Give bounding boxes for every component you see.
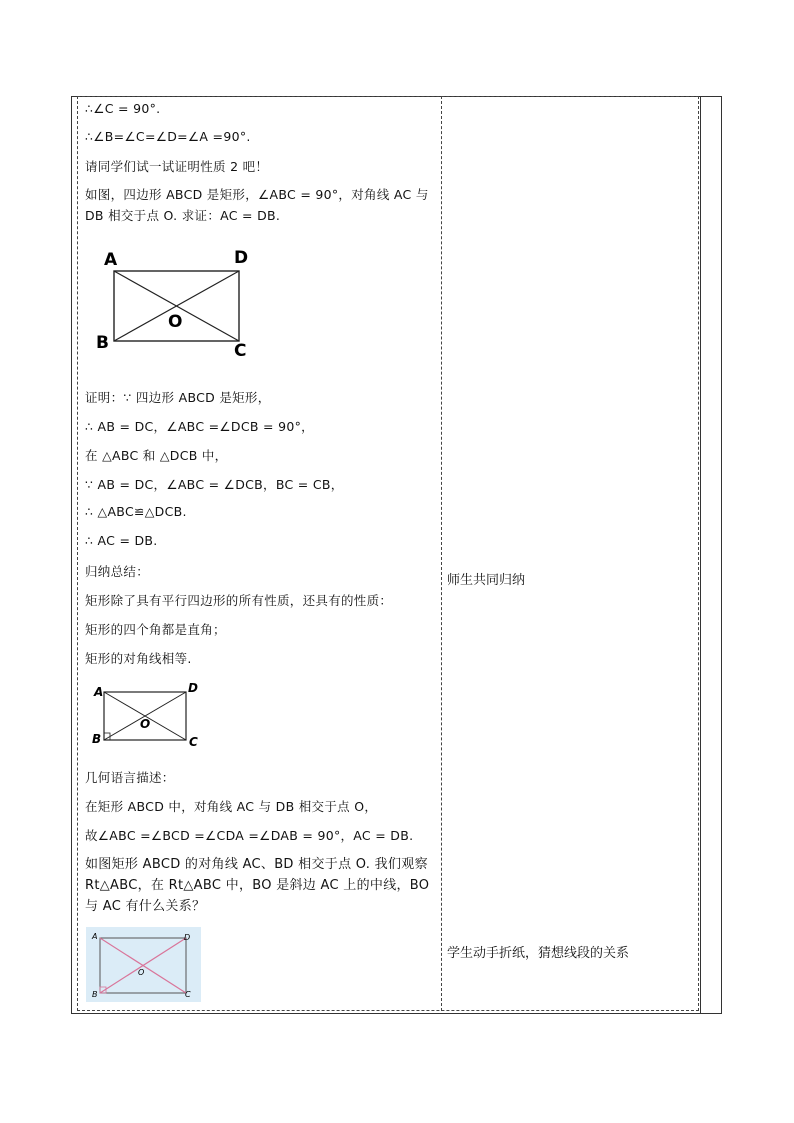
- step-all-angles: ∴∠B=∠C=∠D=∠A =90°.: [85, 129, 251, 144]
- proof-line-4: ∵ AB = DC，∠ABC = ∠DCB，BC = CB，: [85, 477, 344, 492]
- problem-statement: 如图，四边形 ABCD 是矩形，∠ABC = 90°，对角线 AC 与 DB 相交于点 O. 求证：AC = DB.: [85, 187, 429, 223]
- geometry-line-2: 故∠ABC =∠BCD =∠CDA =∠DAB = 90°，AC = DB.: [85, 828, 414, 843]
- question-paragraph: 如图矩形 ABCD 的对角线 AC、BD 相交于点 O. 我们观察 Rt△ABC，在 Rt△ABC 中，BO 是斜边 AC 上的中线，BO 与 AC 有什么关系？: [85, 857, 430, 914]
- proof-line-5: ∴ △ABC≌△DCB.: [85, 504, 187, 519]
- rectangle-figure-1: [92, 245, 262, 360]
- summary-line-3: 矩形的对角线相等.: [85, 651, 192, 666]
- summary-line-2: 矩形的四个角都是直角；: [85, 622, 226, 637]
- teacher-note-2: 学生动手折纸，猜想线段的关系: [447, 946, 630, 961]
- vertex-c-label: C: [185, 990, 191, 999]
- center-o-label: O: [140, 717, 151, 731]
- proof-line-6: ∴ AC = DB.: [85, 533, 158, 548]
- geometry-line-1: 在矩形 ABCD 中，对角线 AC 与 DB 相交于点 O，: [85, 799, 378, 814]
- vertex-b-label: B: [96, 333, 109, 353]
- vertex-a-label: A: [94, 685, 104, 699]
- vertex-d-label: D: [188, 681, 198, 695]
- vertex-a-label: A: [104, 250, 118, 270]
- vertex-c-label: C: [234, 341, 247, 360]
- center-o-label: O: [168, 312, 183, 332]
- geometry-heading: 几何语言描述：: [85, 770, 175, 785]
- vertex-d-label: D: [184, 933, 191, 942]
- summary-heading: 归纳总结：: [85, 564, 150, 579]
- rectangle-figure-2: [88, 678, 218, 753]
- vertex-b-label: B: [92, 990, 98, 999]
- proof-line-1: 证明：∵ 四边形 ABCD 是矩形，: [85, 390, 271, 405]
- proof-line-2: ∴ AB = DC，∠ABC =∠DCB = 90°，: [85, 419, 314, 434]
- summary-line-1: 矩形除了具有平行四边形的所有性质，还具有的性质：: [85, 593, 393, 608]
- right-margin-line: [700, 96, 701, 1014]
- rectangle-figure-3: [86, 927, 201, 1002]
- step-angle-c: ∴∠C = 90°.: [85, 101, 161, 116]
- center-o-label: O: [138, 968, 145, 977]
- prompt-prove-property-2: 请同学们试一试证明性质 2 吧！: [85, 159, 269, 174]
- proof-line-3: 在 △ABC 和 △DCB 中，: [85, 448, 228, 463]
- vertex-b-label: B: [92, 732, 102, 746]
- teacher-note-1: 师生共同归纳: [447, 573, 526, 588]
- vertex-a-label: A: [92, 932, 98, 941]
- column-divider: [441, 96, 442, 1011]
- vertex-c-label: C: [189, 735, 198, 749]
- vertex-d-label: D: [234, 248, 249, 268]
